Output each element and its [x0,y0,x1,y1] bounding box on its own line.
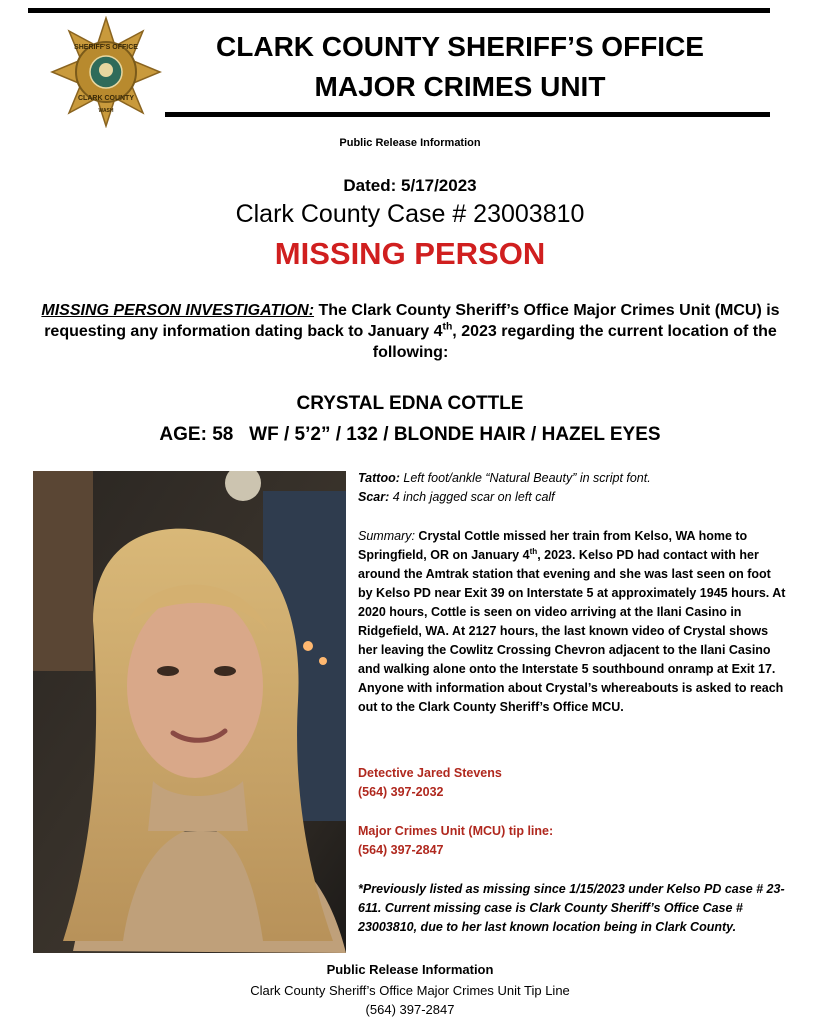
footer-release-label: Public Release Information [326,962,494,977]
badge-text-bottom: CLARK COUNTY [78,95,134,102]
investigation-intro [28,300,793,363]
scar-label: Scar: [358,490,390,504]
summary-text-b: , 2023. Kelso PD had contact with her around the Amtrak station that evening and she was last seen on foot by Kelso PD near Exit 39 on Interstate 5 at approximately 1945 hours. At 2020 hours, Cottle is seen on video arriving at the Ilani Casino in Ridgefield, WA. At 2127 hours, the last known video of Crystal shows her leaving the Cowlitz Crossing Chevron adjacent to the Ilani Casino and walking alone onto the Interstate 5 southbound onramp at Exit 17. Anyone with information about Crystal’s whereabouts is asked to reach out to the Clark County Sheriff’s Office MCU. [358,548,786,714]
sheriff-star-badge-icon [50,16,162,128]
previous-case-note: *Previously listed as missing since 1/15/2023 under Kelso PD case # 23-611. Current missing case is Clark County Sheriff’s Office Case # 23003810, due to her last known location being in Clark County. [358,882,785,934]
intro-label: MISSING PERSON INVESTIGATION: [41,302,315,319]
summary-sup: th [529,546,538,556]
identifying-marks [358,469,788,507]
case-summary [358,527,788,717]
scar-line [358,488,788,507]
office-title: CLARK COUNTY SHERIFF’S OFFICE [216,31,704,62]
detective-contact [358,764,788,802]
tattoo-label: Tattoo: [358,471,400,485]
person-name: CRYSTAL EDNA COTTLE [296,393,524,414]
summary-label: Summary: [358,529,415,543]
summary-text-a: Crystal Cottle missed her train from Kelso, WA home to Springfield, OR on January 4 [358,529,748,562]
unit-title: MAJOR CRIMES UNIT [314,71,606,102]
intro-sup: th [442,321,453,333]
footer-tipline-name: Clark County Sheriff’s Office Major Crimes Unit Tip Line [250,983,570,998]
intro-text-a: The Clark County Sheriff’s Office Major Crimes Unit (MCU) is requesting any information dating back to January 4 [44,302,780,340]
tipline-label: Major Crimes Unit (MCU) tip line: [358,824,554,838]
detective-name: Detective Jared Stevens [358,766,502,780]
badge-text-top: SHERIFF'S OFFICE [74,44,138,51]
dated-line: Dated: 5/17/2023 [343,176,477,195]
tattoo-line [358,469,788,488]
badge-text-state: WASH [98,108,114,114]
scar-text: 4 inch jagged scar on left calf [389,490,555,504]
header-bottom-rule [165,112,770,117]
person-description: AGE: 58 WF / 5’2” / 132 / BLONDE HAIR / HAZEL EYES [159,424,661,445]
missing-person-headline: MISSING PERSON [274,236,546,271]
detective-phone: (564) 397-2032 [358,785,444,799]
tattoo-text: Left foot/ankle “Natural Beauty” in script font. [399,471,651,485]
tipline-contact [358,822,788,860]
intro-text-b: , 2023 regarding the current location of the following: [372,323,777,361]
tipline-phone: (564) 397-2847 [358,843,444,857]
case-number: Clark County Case # 23003810 [235,200,585,228]
header-top-rule [28,8,770,13]
missing-person-photo [33,471,346,953]
footer-tipline-phone: (564) 397-2847 [365,1002,455,1017]
public-release-label: Public Release Information [339,137,481,149]
